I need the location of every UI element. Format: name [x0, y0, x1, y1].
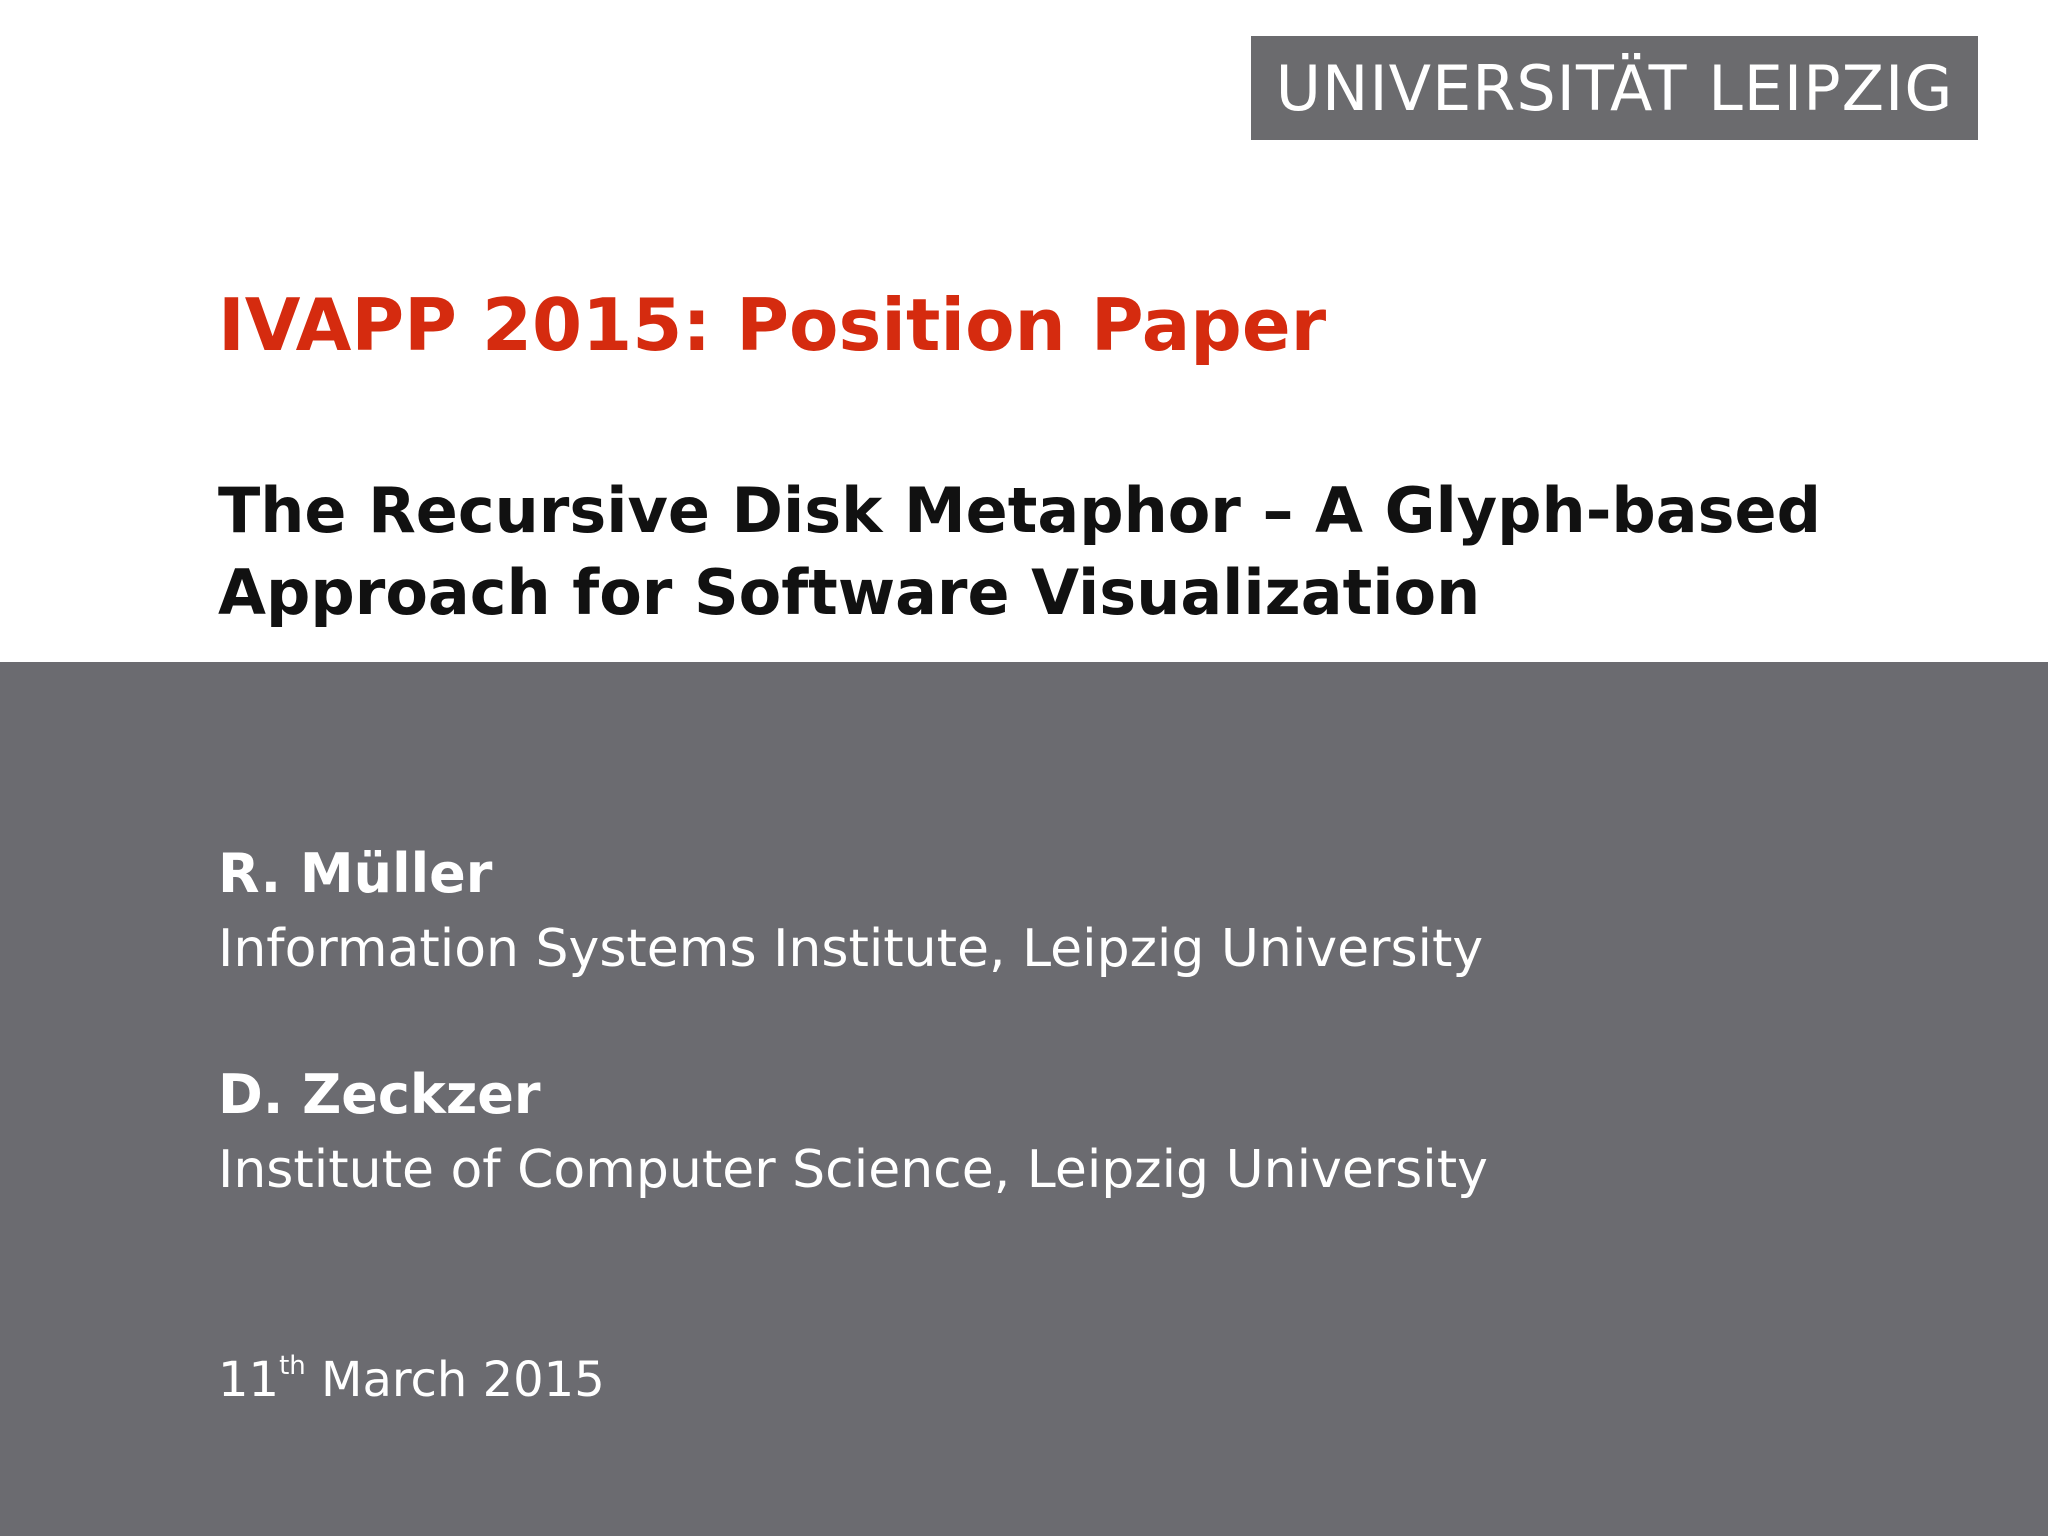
date-day: 11	[218, 1352, 280, 1408]
conference-title: IVAPP 2015: Position Paper	[218, 283, 1327, 367]
paper-title-line-1: The Recursive Disk Metaphor – A Glyph-based	[218, 474, 1821, 547]
author-affiliation-2: Institute of Computer Science, Leipzig University	[218, 1140, 1488, 1200]
author-name-2: D. Zeckzer	[218, 1063, 541, 1126]
author-affiliation-1: Information Systems Institute, Leipzig University	[218, 919, 1484, 979]
author-name-1: R. Müller	[218, 842, 493, 905]
date-month-year: March 2015	[305, 1352, 605, 1408]
date-day-suffix: th	[279, 1351, 306, 1381]
university-logo	[1251, 36, 1978, 140]
presentation-date	[218, 1352, 605, 1410]
paper-title-line-2: Approach for Software Visualization	[218, 556, 1481, 629]
paper-title	[218, 470, 1998, 634]
university-logo-text: UNIVERSITÄT LEIPZIG	[1275, 51, 1954, 125]
